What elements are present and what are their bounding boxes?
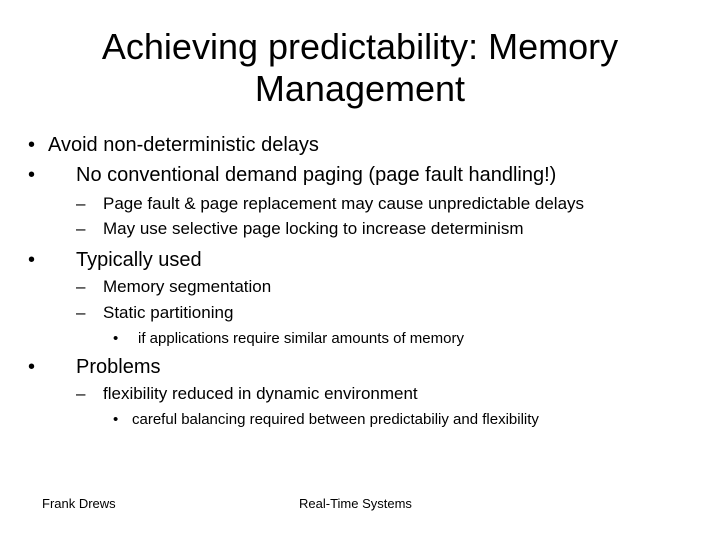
bullet-marker: • [28, 134, 36, 156]
dash-marker: – [76, 384, 86, 403]
bullet-marker: • [28, 249, 36, 271]
bullet-typically-used: Typically used [76, 249, 202, 271]
subsub-careful-balancing: careful balancing required between predictabiliy and flexibility [132, 411, 539, 428]
bullet-marker: • [28, 164, 36, 186]
sub-page-locking: May use selective page locking to increase determinism [103, 219, 524, 238]
dash-marker: – [76, 277, 86, 296]
title-line-2: Management [254, 68, 466, 109]
sub-flexibility-reduced: flexibility reduced in dynamic environment [103, 384, 418, 403]
footer-author: Frank Drews [42, 496, 116, 511]
dash-marker: – [76, 303, 86, 322]
sub-memory-segmentation: Memory segmentation [103, 277, 272, 296]
bullet-no-demand-paging: No conventional demand paging (page fault handling!) [76, 164, 557, 186]
footer-course: Real-Time Systems [299, 496, 412, 511]
sub-static-partitioning: Static partitioning [103, 303, 234, 322]
slide-title [40, 26, 680, 110]
bullet-marker: • [113, 330, 119, 347]
dash-marker: – [76, 194, 86, 213]
bullet-avoid-delays: Avoid non-deterministic delays [48, 134, 319, 156]
bullet-marker: • [113, 411, 119, 428]
bullet-marker: • [28, 356, 36, 378]
sub-page-fault: Page fault & page replacement may cause unpredictable delays [103, 194, 585, 213]
title-line-1: Achieving predictability: Memory [101, 26, 619, 67]
bullet-problems: Problems [76, 356, 161, 378]
subsub-similar-memory: if applications require similar amounts of memory [138, 330, 464, 347]
dash-marker: – [76, 219, 86, 238]
